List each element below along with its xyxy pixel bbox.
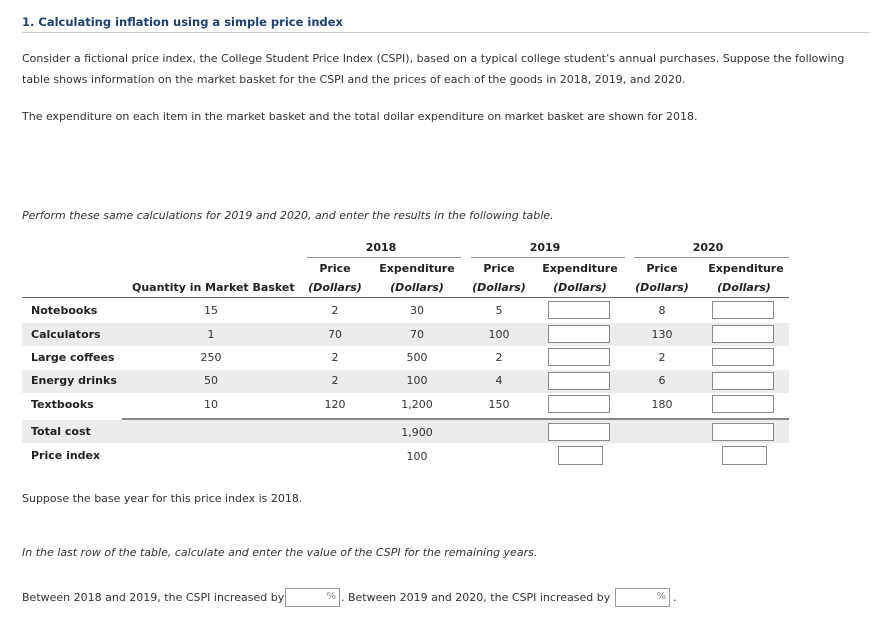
exp2019-large-coffees-input[interactable] <box>548 348 610 366</box>
expenditure-note: The expenditure on each item in the market basket and the total dollar expenditure on market basket are shown for 2018. <box>22 110 698 123</box>
price2019-calculators: 100 <box>488 328 510 341</box>
year-2018-header: 2018 <box>365 241 397 254</box>
year-2018-underline <box>307 257 461 258</box>
exp2018-calculators: 70 <box>410 328 424 341</box>
exp2019-calculators-input[interactable] <box>548 325 610 343</box>
exp2020-large-coffees-input[interactable] <box>712 348 774 366</box>
increase-2019-2020-input[interactable] <box>615 588 670 607</box>
total-cost-label: Total cost <box>31 425 91 438</box>
title-divider <box>22 32 869 33</box>
exp2020-notebooks-input[interactable] <box>712 301 774 319</box>
exp2018-notebooks: 30 <box>410 304 424 317</box>
expenditure-header-2018: Expenditure <box>379 262 455 275</box>
price2019-textbooks: 150 <box>488 398 510 411</box>
exp2018-energy-drinks: 100 <box>406 374 428 387</box>
sentence-part-1: Between 2018 and 2019, the CSPI increased by <box>22 591 285 604</box>
year-2019-underline <box>471 257 625 258</box>
price2020-energy-drinks: 6 <box>658 374 666 387</box>
price2018-energy-drinks: 2 <box>331 374 339 387</box>
exp2018-textbooks: 1,200 <box>401 398 433 411</box>
price-header-2018: Price <box>319 262 351 275</box>
exp2020-textbooks-input[interactable] <box>712 395 774 413</box>
qty-textbooks: 10 <box>204 398 218 411</box>
percent-sign: % <box>326 591 336 602</box>
exp2019-textbooks-input[interactable] <box>548 395 610 413</box>
sentence-part-2: . Between 2019 and 2020, the CSPI increased by <box>341 591 611 604</box>
price2019-large-coffees: 2 <box>495 351 503 364</box>
row-label-energy-drinks: Energy drinks <box>31 374 117 387</box>
last-row-instruction: In the last row of the table, calculate and enter the value of the CSPI for the remaining years. <box>22 546 538 559</box>
row-label-calculators: Calculators <box>31 328 101 341</box>
price2018-notebooks: 2 <box>331 304 339 317</box>
price-unit-2019: (Dollars) <box>472 281 526 294</box>
year-2019-header: 2019 <box>529 241 561 254</box>
row-label-notebooks: Notebooks <box>31 304 98 317</box>
row-label-textbooks: Textbooks <box>31 398 94 411</box>
price2019-energy-drinks: 4 <box>495 374 503 387</box>
percent-sign: % <box>656 591 666 602</box>
perform-instruction: Perform these same calculations for 2019 and 2020, and enter the results in the following table. <box>22 209 554 222</box>
total-2020-input[interactable] <box>712 423 774 441</box>
price-index-label: Price index <box>31 449 101 462</box>
exp2019-energy-drinks-input[interactable] <box>548 372 610 390</box>
qty-calculators: 1 <box>207 328 215 341</box>
price-header-2020: Price <box>646 262 678 275</box>
price2018-calculators: 70 <box>328 328 342 341</box>
base-year-note: Suppose the base year for this price index is 2018. <box>22 492 303 505</box>
qty-large-coffees: 250 <box>200 351 222 364</box>
price2018-textbooks: 120 <box>324 398 346 411</box>
total-2019-input[interactable] <box>548 423 610 441</box>
price2020-notebooks: 8 <box>658 304 666 317</box>
qty-energy-drinks: 50 <box>204 374 218 387</box>
intro-line-1: Consider a fictional price index, the College Student Price Index (CSPI), based on a typical college student’s annual purchases. Suppose the following <box>22 52 845 65</box>
sentence-end: . <box>673 591 677 604</box>
exp2019-notebooks-input[interactable] <box>548 301 610 319</box>
expenditure-unit-2019: (Dollars) <box>553 281 607 294</box>
price2020-textbooks: 180 <box>651 398 673 411</box>
qty-notebooks: 15 <box>204 304 218 317</box>
intro-line-2: table shows information on the market basket for the CSPI and the prices of each of the goods in 2018, 2019, and 2020. <box>22 73 686 86</box>
exp2020-energy-drinks-input[interactable] <box>712 372 774 390</box>
price2019-notebooks: 5 <box>495 304 503 317</box>
quantity-header: Quantity in Market Basket <box>132 281 295 294</box>
exp2018-large-coffees: 500 <box>406 351 428 364</box>
year-2020-header: 2020 <box>692 241 724 254</box>
year-2020-underline <box>634 257 789 258</box>
row-label-large-coffees: Large coffees <box>31 351 115 364</box>
increase-2018-2019-input[interactable] <box>285 588 340 607</box>
expenditure-unit-2020: (Dollars) <box>717 281 771 294</box>
price2020-calculators: 130 <box>651 328 673 341</box>
index-2019-input[interactable] <box>558 446 603 465</box>
total-2018: 1,900 <box>401 426 433 439</box>
totals-divider <box>122 418 789 420</box>
expenditure-header-2019: Expenditure <box>542 262 618 275</box>
price-unit-2018: (Dollars) <box>308 281 362 294</box>
exp2020-calculators-input[interactable] <box>712 325 774 343</box>
price-unit-2020: (Dollars) <box>635 281 689 294</box>
index-2018: 100 <box>406 450 428 463</box>
price-header-2019: Price <box>483 262 515 275</box>
expenditure-header-2020: Expenditure <box>708 262 784 275</box>
question-title: 1. Calculating inflation using a simple price index <box>22 15 343 29</box>
header-divider <box>22 297 789 298</box>
price2020-large-coffees: 2 <box>658 351 666 364</box>
price2018-large-coffees: 2 <box>331 351 339 364</box>
expenditure-unit-2018: (Dollars) <box>390 281 444 294</box>
index-2020-input[interactable] <box>722 446 767 465</box>
